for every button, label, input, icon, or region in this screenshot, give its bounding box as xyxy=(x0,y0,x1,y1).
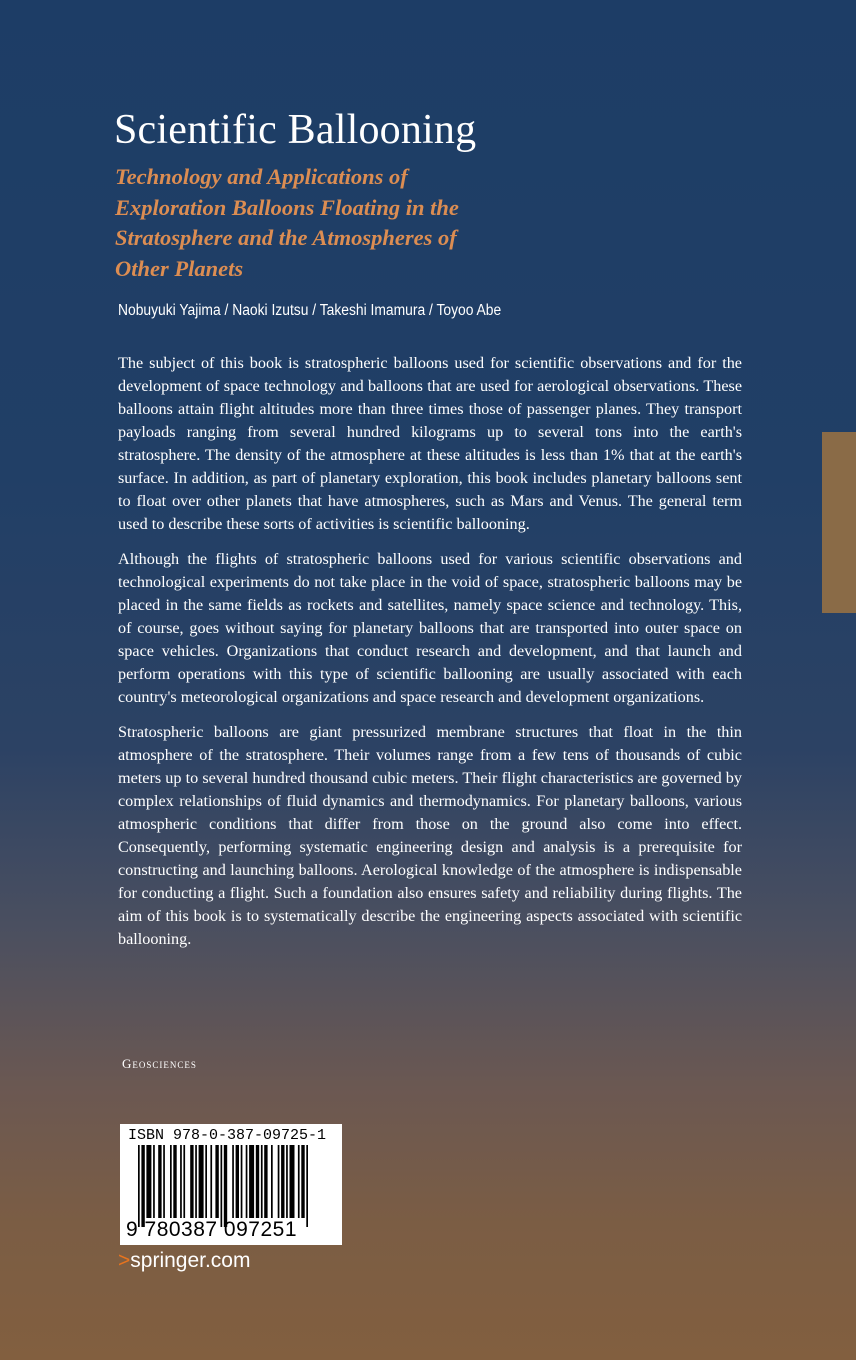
publisher-website[interactable] xyxy=(118,1247,250,1275)
barcode-bar xyxy=(215,1145,218,1218)
blurb-paragraph: The subject of this book is stratospheric balloons used for scientific observations and for the development of space technology and balloons that are used for aerological observations. These balloons attain flight altitudes more than three times those of passenger planes. They transport payloads ranging from several hundred kilograms up to several tons into the earth's stratosphere. The density of the atmosphere at these altitudes is less than 1% that at the earth's surface. In addition, as part of planetary exploration, this book includes planetary balloons sent to float over other planets that have atmospheres, such as Mars and Venus. The general term used to describe these sorts of activities is scientific ballooning. xyxy=(118,354,742,533)
chevron-right-icon: > xyxy=(118,1249,131,1272)
barcode-bar xyxy=(163,1145,165,1218)
barcode-bar xyxy=(180,1145,182,1218)
barcode-bar xyxy=(138,1145,140,1227)
book-subtitle: Technology and Applications of Exploration Balloons Floating in the Stratosphere and the Atmospheres of Other Planets xyxy=(115,164,459,281)
subject-category: Geosciences xyxy=(122,1056,197,1071)
author-list: Nobuyuki Yajima / Naoki Izutsu / Takeshi Imamura / Toyoo Abe xyxy=(118,302,502,319)
barcode-bar xyxy=(286,1145,288,1218)
barcode-bar xyxy=(249,1145,254,1218)
barcode-bar xyxy=(158,1145,161,1218)
barcode-bar xyxy=(170,1145,172,1218)
barcode-bar xyxy=(205,1145,207,1218)
blurb-paragraph: Stratospheric balloons are giant pressurized membrane structures that float in the thin atmosphere of the stratosphere. Their volumes range from a few tens of thousands of cubic meters up to several hundred thousand cubic meters. Their flight characteristics are governed by complex relationships of fluid dynamics and thermodynamics. For planetary balloons, various atmospheric conditions that differ from those on the ground also come into effect. Consequently, performing systematic engineering design and analysis is a prerequisite for constructing and launching balloons. Aerological knowledge of the atmosphere is indispensable for conducting a flight. Such a foundation also ensures safety and reliability during flights. The aim of this book is to systematically describe the engineering aspects associated with scientific ballooning. xyxy=(118,723,742,948)
book-title: Scientific Ballooning xyxy=(114,107,477,153)
website-url: springer.com xyxy=(130,1249,251,1272)
barcode-bar xyxy=(301,1145,304,1218)
barcode-bar xyxy=(190,1145,193,1218)
barcode-bar xyxy=(199,1145,204,1218)
barcode-bar xyxy=(256,1145,259,1218)
isbn-label: ISBN 978-0-387-09725-1 xyxy=(128,1127,327,1144)
barcode-bar xyxy=(290,1145,295,1218)
blurb-paragraph: Although the flights of stratospheric balloons used for various scientific observations and technological experiments do not take place in the void of space, stratospheric balloons may be placed in the same fields as rockets and satellites, namely space science and technology. This, of course, goes without saying for planetary balloons that are transported into outer space on space vehicles. Organizations that conduct research and development, and that launch and perform operations with this type of scientific ballooning are usually associated with each country's meteorological organizations and space research and development organizations. xyxy=(118,550,742,706)
barcode-bar xyxy=(146,1145,151,1218)
barcode-bar xyxy=(278,1145,280,1218)
barcode-bar xyxy=(153,1145,155,1218)
barcode-bar xyxy=(232,1145,234,1218)
barcode-bar xyxy=(281,1145,284,1218)
barcode-bar xyxy=(241,1145,243,1218)
barcode-bar xyxy=(141,1145,144,1227)
barcode-bar xyxy=(236,1145,239,1218)
barcode-bar xyxy=(246,1145,248,1218)
barcode-bar xyxy=(173,1145,176,1218)
isbn-barcode xyxy=(120,1124,342,1245)
barcode-bar xyxy=(261,1145,263,1218)
barcode-bar xyxy=(221,1145,223,1227)
spine-color-tab xyxy=(822,432,856,613)
barcode-bar xyxy=(224,1145,227,1227)
barcode-bar xyxy=(183,1145,185,1218)
barcode-bar xyxy=(210,1145,212,1218)
barcode-bar xyxy=(306,1145,308,1227)
back-cover-blurb xyxy=(118,352,742,963)
barcode-bar xyxy=(195,1145,197,1218)
barcode-bar xyxy=(264,1145,267,1218)
barcode-digits: 9 780387 097251 xyxy=(126,1218,297,1241)
barcode-bar xyxy=(298,1145,300,1218)
barcode-bar xyxy=(271,1145,273,1218)
